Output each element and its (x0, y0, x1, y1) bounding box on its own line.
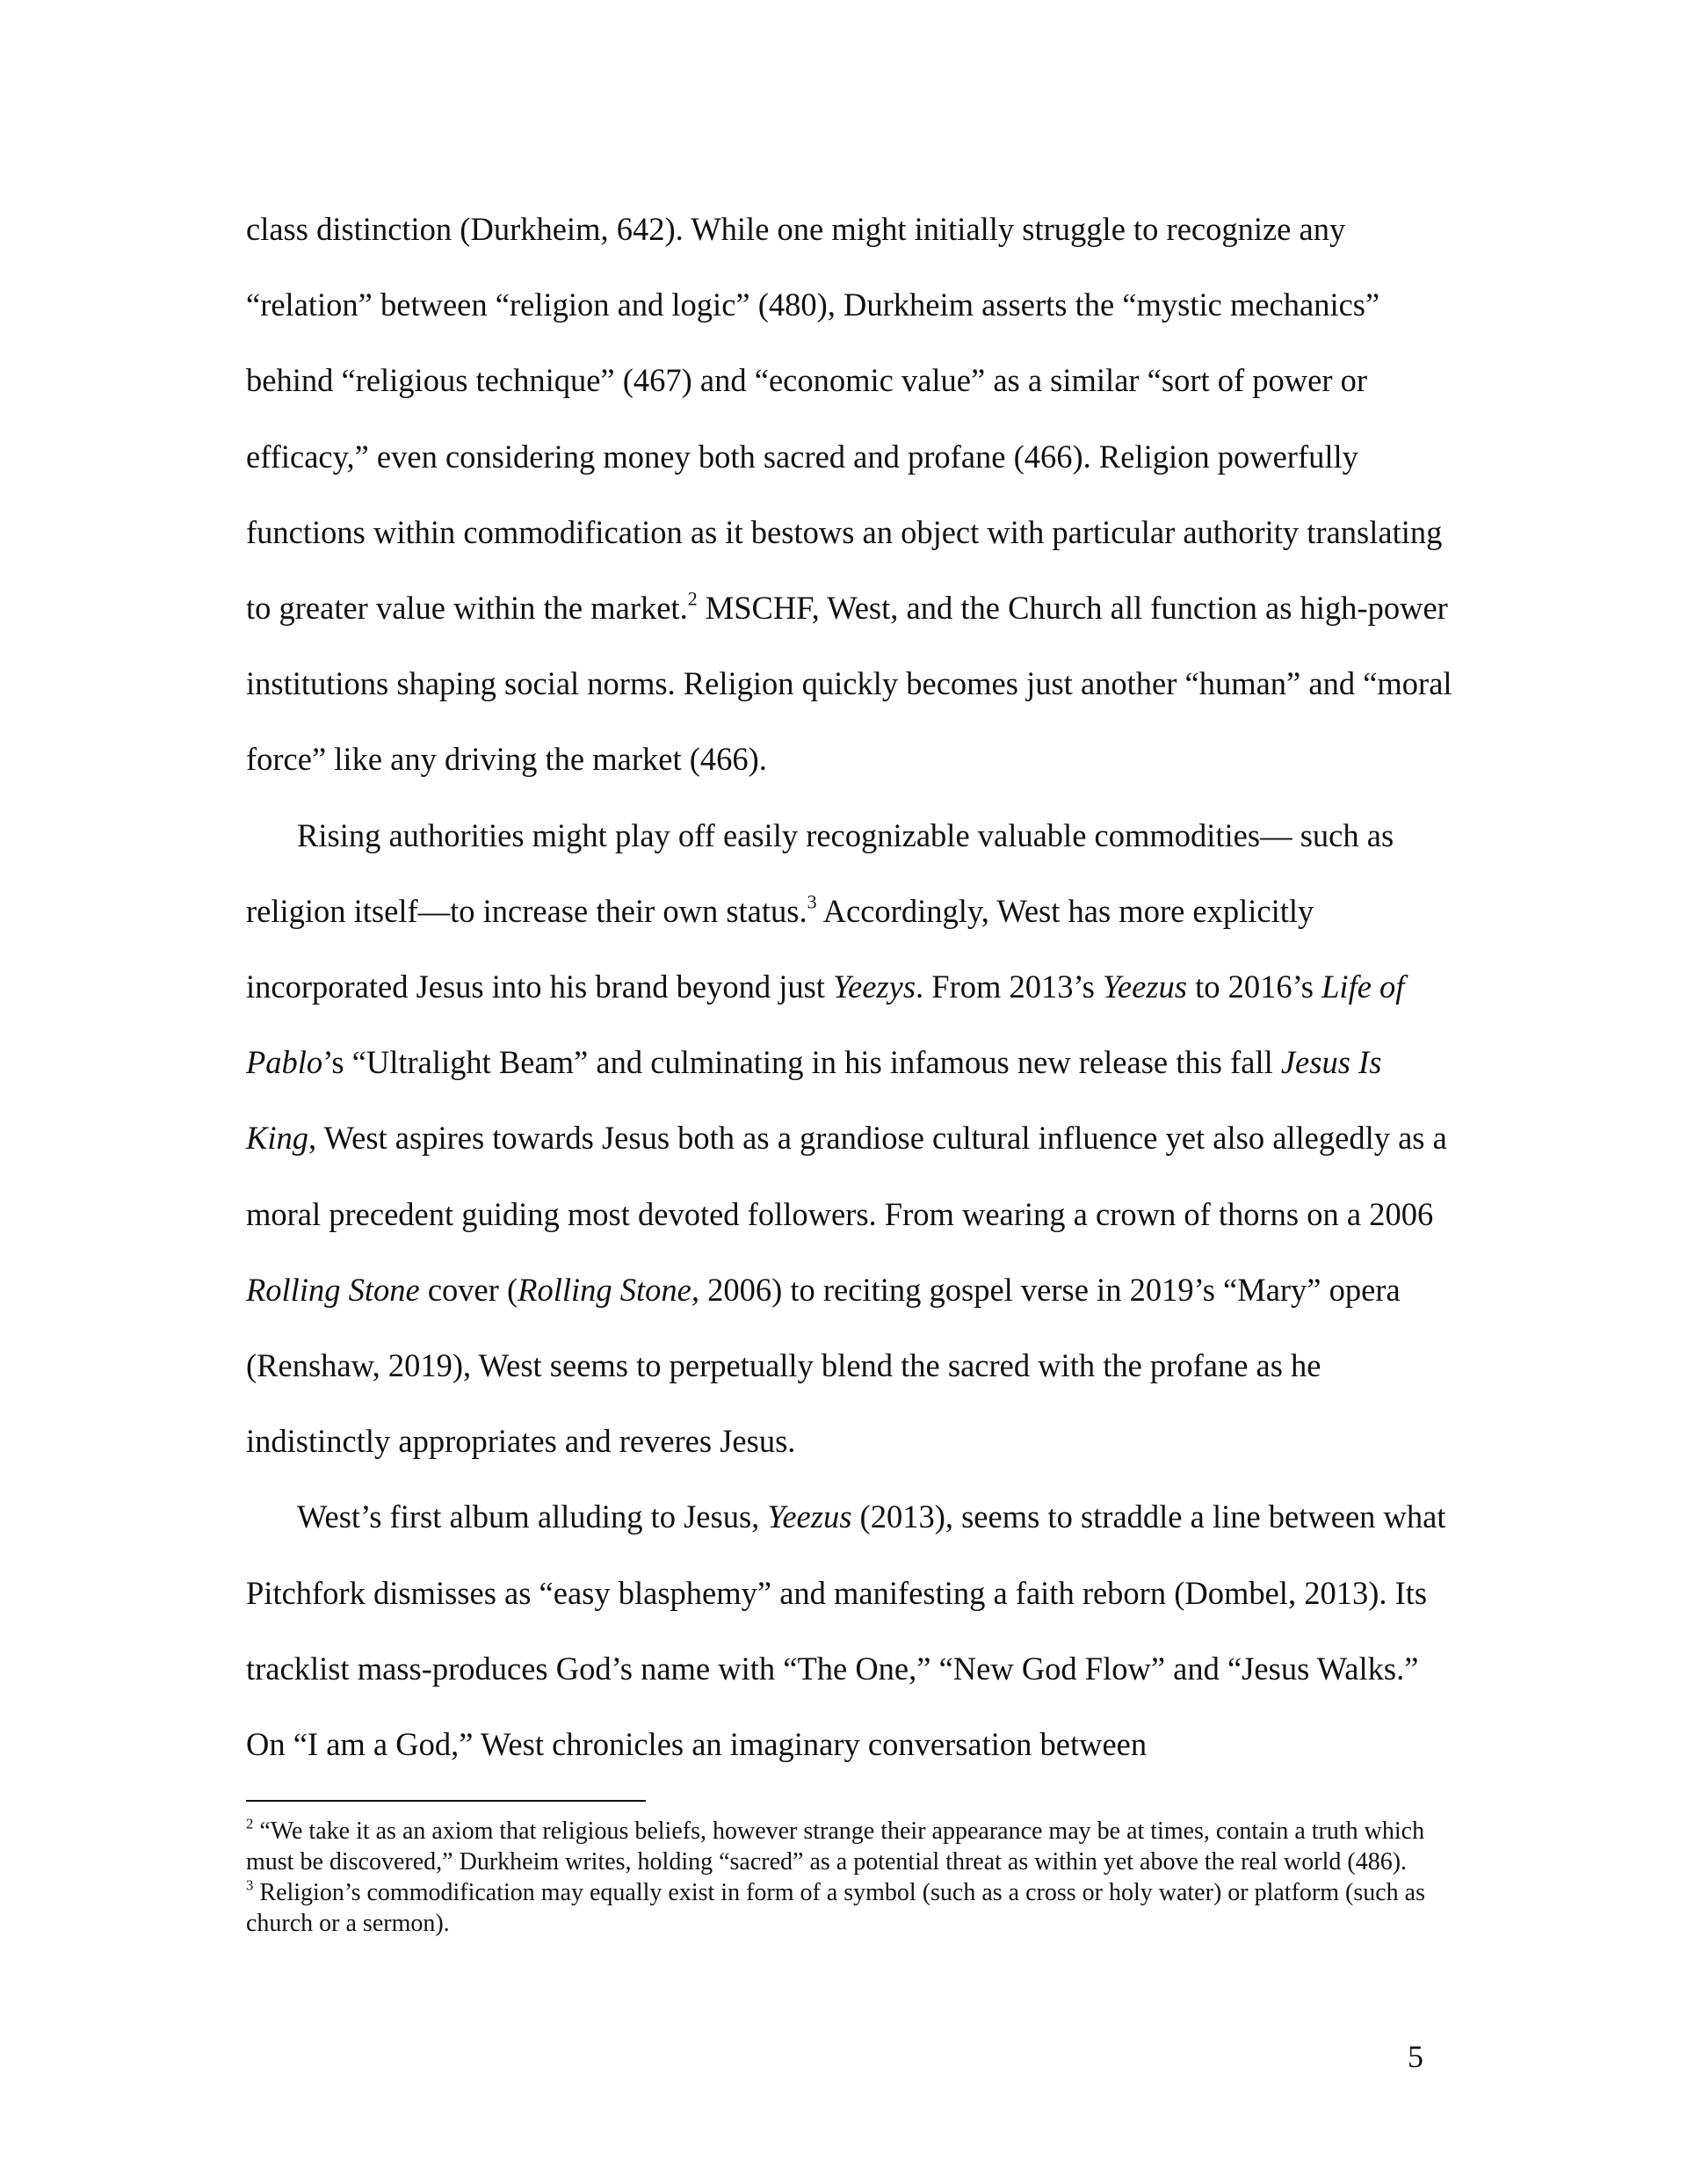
footnotes (246, 1816, 1459, 1939)
page-number: 5 (1408, 2039, 1423, 2074)
footnote-text: “We take it as an axiom that religious beliefs, however strange their appearance may be at times, contain a truth which must be discovered,” Durkheim writes, holding “sacred” as a potential threat as within yet above the real world (486). (246, 1818, 1425, 1876)
footnote-text: Religion’s commodification may equally exist in form of a symbol (such as a cross or holy water) or platform (such as church or a sermon). (246, 1879, 1425, 1937)
footnote-2 (246, 1816, 1459, 1877)
footnote-divider (246, 1800, 646, 1802)
footnote-number: 2 (246, 1815, 254, 1832)
body-text (246, 192, 1459, 1782)
paragraph-3: West’s first album alluding to Jesus, Yeezus (2013), seems to straddle a line between what Pitchfork dismisses as “easy blasphemy” and manifesting a faith reborn (Dombel, 2013). Its tracklist mass-produces God’s name with “The One,” “New God Flow” and “Jesus Walks.” On “I am a God,” West chronicles an imaginary conversation between (246, 1498, 1446, 1763)
footnote-3 (246, 1877, 1459, 1939)
footnote-number: 3 (246, 1876, 254, 1894)
paragraph-1: class distinction (Durkheim, 642). While one might initially struggle to recognize any “relation” between “religion and logic” (480), Durkheim asserts the “mystic mechanics” behind “religious technique” (467) and “economic value” as a similar “sort of power or efficacy,” even considering money both sacred and profane (466). Religion powerfully functions within commodification as it bestows an object with particular authority translating to greater value within the market.$^2$ MSCHF, West, and the Church all function as high-power institutions shaping social norms. Religion quickly becomes just another “human” and “moral force” like any driving the market (466). (246, 211, 1452, 778)
paragraph-2: Rising authorities might play off easily recognizable valuable commodities— such as religion itself—to increase their own status.$^3$ Accordingly, West has more explicitly incorporated Jesus into his brand beyond just Yeezys. From 2013’s Yeezus to 2016’s Life of Pablo’s “Ultralight Beam” and culminating in his infamous new release this fall Jesus Is King, West aspires towards Jesus both as a grandiose cultural influence yet also allegedly as a moral precedent guiding most devoted followers. From wearing a crown of thorns on a 2006 Rolling Stone cover (Rolling Stone, 2006) to reciting gospel verse in 2019’s “Mary” opera (Renshaw, 2019), West seems to perpetually blend the sacred with the profane as he indistinctly appropriates and reveres Jesus. (246, 816, 1447, 1460)
footnote-ref-2[interactable]: 2 (687, 587, 698, 610)
footnote-ref-3[interactable]: 3 (807, 890, 817, 913)
